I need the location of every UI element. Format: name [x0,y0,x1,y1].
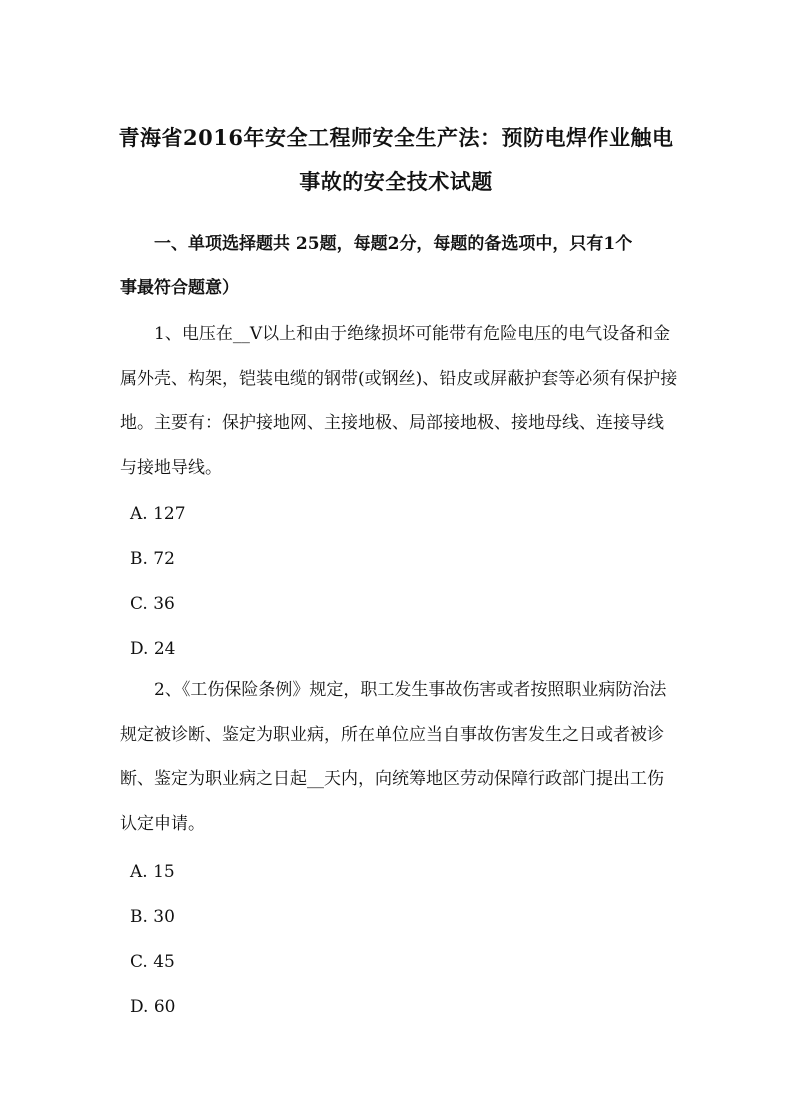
document-title-line-2: 事故的安全技术试题 [299,169,493,194]
question-2-option-a: A. 15 [130,862,175,882]
section-heading-line-2: 事最符合题意） [120,278,239,298]
question-2-option-b: B. 30 [130,907,175,927]
question-1-option-c: C. 36 [130,594,175,614]
question-2-option-c: C. 45 [130,952,175,972]
question-2-option-d: D. 60 [130,997,176,1017]
question-1-option-b: B. 72 [130,549,175,569]
document-title-line-1: 青海省2016年安全工程师安全生产法：预防电焊作业触电 [118,125,674,150]
question-1-option-d: D. 24 [130,639,176,659]
question-1-option-a: A. 127 [130,504,186,524]
question-2-text: 2、《工伤保险条例》规定，职工发生事故伤害或者按照职业病防治法规定被诊断、鉴定为职业病，所在单位应当自事故伤害发生之日或者被诊断、鉴定为职业病之日起__天内，向统筹地区劳动保障行政部门提出工伤认定申请。 [120,680,667,834]
question-1-text: 1、电压在__V以上和由于绝缘损坏可能带有危险电压的电气设备和金属外壳、构架，铠装电缆的钢带(或钢丝)、铅皮或屏蔽护套等必须有保护接地。主要有：保护接地网、主接地极、局部接地极、接地母线、连接导线与接地导线。 [120,324,678,478]
section-heading-line-1: 一、单项选择题共 25题，每题2分，每题的备选项中，只有1个 [154,234,633,254]
